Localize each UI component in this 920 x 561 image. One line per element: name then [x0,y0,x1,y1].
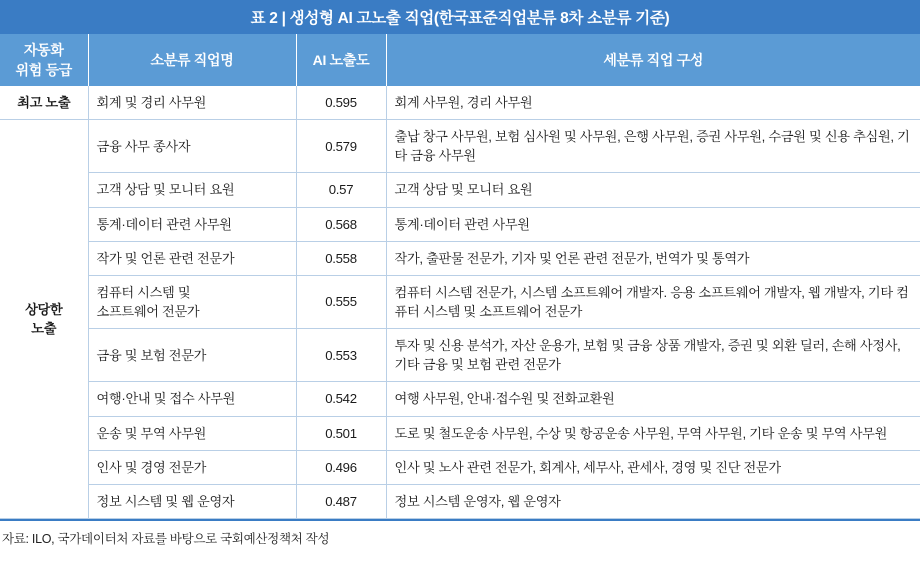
job-name-cell: 정보 시스템 및 웹 운영자 [88,484,296,518]
exposure-cell: 0.542 [296,382,386,416]
table-row [0,275,920,328]
job-name-cell: 운송 및 무역 사무원 [88,416,296,450]
job-name-cell [88,275,296,328]
exposure-cell: 0.57 [296,173,386,207]
risk-grade-line2: 노출 [31,321,57,337]
table-row [0,416,920,450]
detail-cell: 고객 상담 및 모니터 요원 [386,173,920,207]
job-name-cell: 인사 및 경영 전문가 [88,450,296,484]
job-name-cell: 작가 및 언론 관련 전문가 [88,241,296,275]
detail-cell: 도로 및 철도운송 사무원, 수상 및 항공운송 사무원, 무역 사무원, 기타 운송 및 무역 사무원 [386,416,920,450]
detail-cell: 투자 및 신용 분석가, 자산 운용가, 보험 및 금융 상품 개발자, 증권 및 외환 딜러, 손해 사정사, 기타 금융 및 보험 관련 전문가 [386,329,920,382]
exposure-cell: 0.501 [296,416,386,450]
job-name-cell: 통계·데이터 관련 사무원 [88,207,296,241]
data-table [0,34,920,519]
risk-grade-cell: 최고 노출 [0,86,88,120]
column-header-risk-line2: 위험 등급 [15,62,72,78]
exposure-cell: 0.555 [296,275,386,328]
detail-cell: 정보 시스템 운영자, 웹 운영자 [386,484,920,518]
column-header-detail: 세분류 직업 구성 [386,34,920,86]
table-row [0,241,920,275]
detail-cell: 출납 창구 사무원, 보험 심사원 및 사무원, 은행 사무원, 증권 사무원, 수금원 및 신용 추심원, 기타 금융 사무원 [386,120,920,173]
job-name-cell: 고객 상담 및 모니터 요원 [88,173,296,207]
job-name-cell: 여행·안내 및 접수 사무원 [88,382,296,416]
job-name-cell: 금융 및 보험 전문가 [88,329,296,382]
table-row [0,450,920,484]
exposure-cell: 0.595 [296,86,386,120]
column-header-risk [0,34,88,86]
table-header-row [0,34,920,86]
table-row [0,329,920,382]
detail-cell: 인사 및 노사 관련 전문가, 회계사, 세무사, 관세사, 경영 및 진단 전문가 [386,450,920,484]
detail-cell: 여행 사무원, 안내·접수원 및 전화교환원 [386,382,920,416]
source-note: 자료: ILO, 국가데이터처 자료를 바탕으로 국회예산정책처 작성 [2,531,330,546]
table-title: 표 2 | 생성형 AI 고노출 직업(한국표준직업분류 8차 소분류 기준) [0,0,920,34]
column-header-job: 소분류 직업명 [88,34,296,86]
risk-grade-cell-group [0,120,88,519]
job-name-cell: 금융 사무 종사자 [88,120,296,173]
exposure-cell: 0.579 [296,120,386,173]
exposure-cell: 0.487 [296,484,386,518]
job-name-cell: 회계 및 경리 사무원 [88,86,296,120]
exposure-cell: 0.558 [296,241,386,275]
table-row [0,382,920,416]
job-name-line1: 컴퓨터 시스템 및 [96,284,191,300]
table-row [0,207,920,241]
column-header-risk-line1: 자동화 [23,42,64,58]
job-name-line2: 소프트웨어 전문가 [96,303,200,319]
table-row [0,173,920,207]
detail-cell: 통계·데이터 관련 사무원 [386,207,920,241]
exposure-cell: 0.553 [296,329,386,382]
exposure-cell: 0.496 [296,450,386,484]
detail-cell: 컴퓨터 시스템 전문가, 시스템 소프트웨어 개발자. 응용 소프트웨어 개발자, 웹 개발자, 기타 컴퓨터 시스템 및 소프트웨어 전문가 [386,275,920,328]
risk-grade-line1: 상당한 [25,301,63,317]
table-row [0,120,920,173]
detail-cell: 회계 사무원, 경리 사무원 [386,86,920,120]
table-row [0,86,920,120]
column-header-exposure: AI 노출도 [296,34,386,86]
table-row [0,484,920,518]
detail-cell: 작가, 출판물 전문가, 기자 및 언론 관련 전문가, 번역가 및 통역가 [386,241,920,275]
exposure-cell: 0.568 [296,207,386,241]
